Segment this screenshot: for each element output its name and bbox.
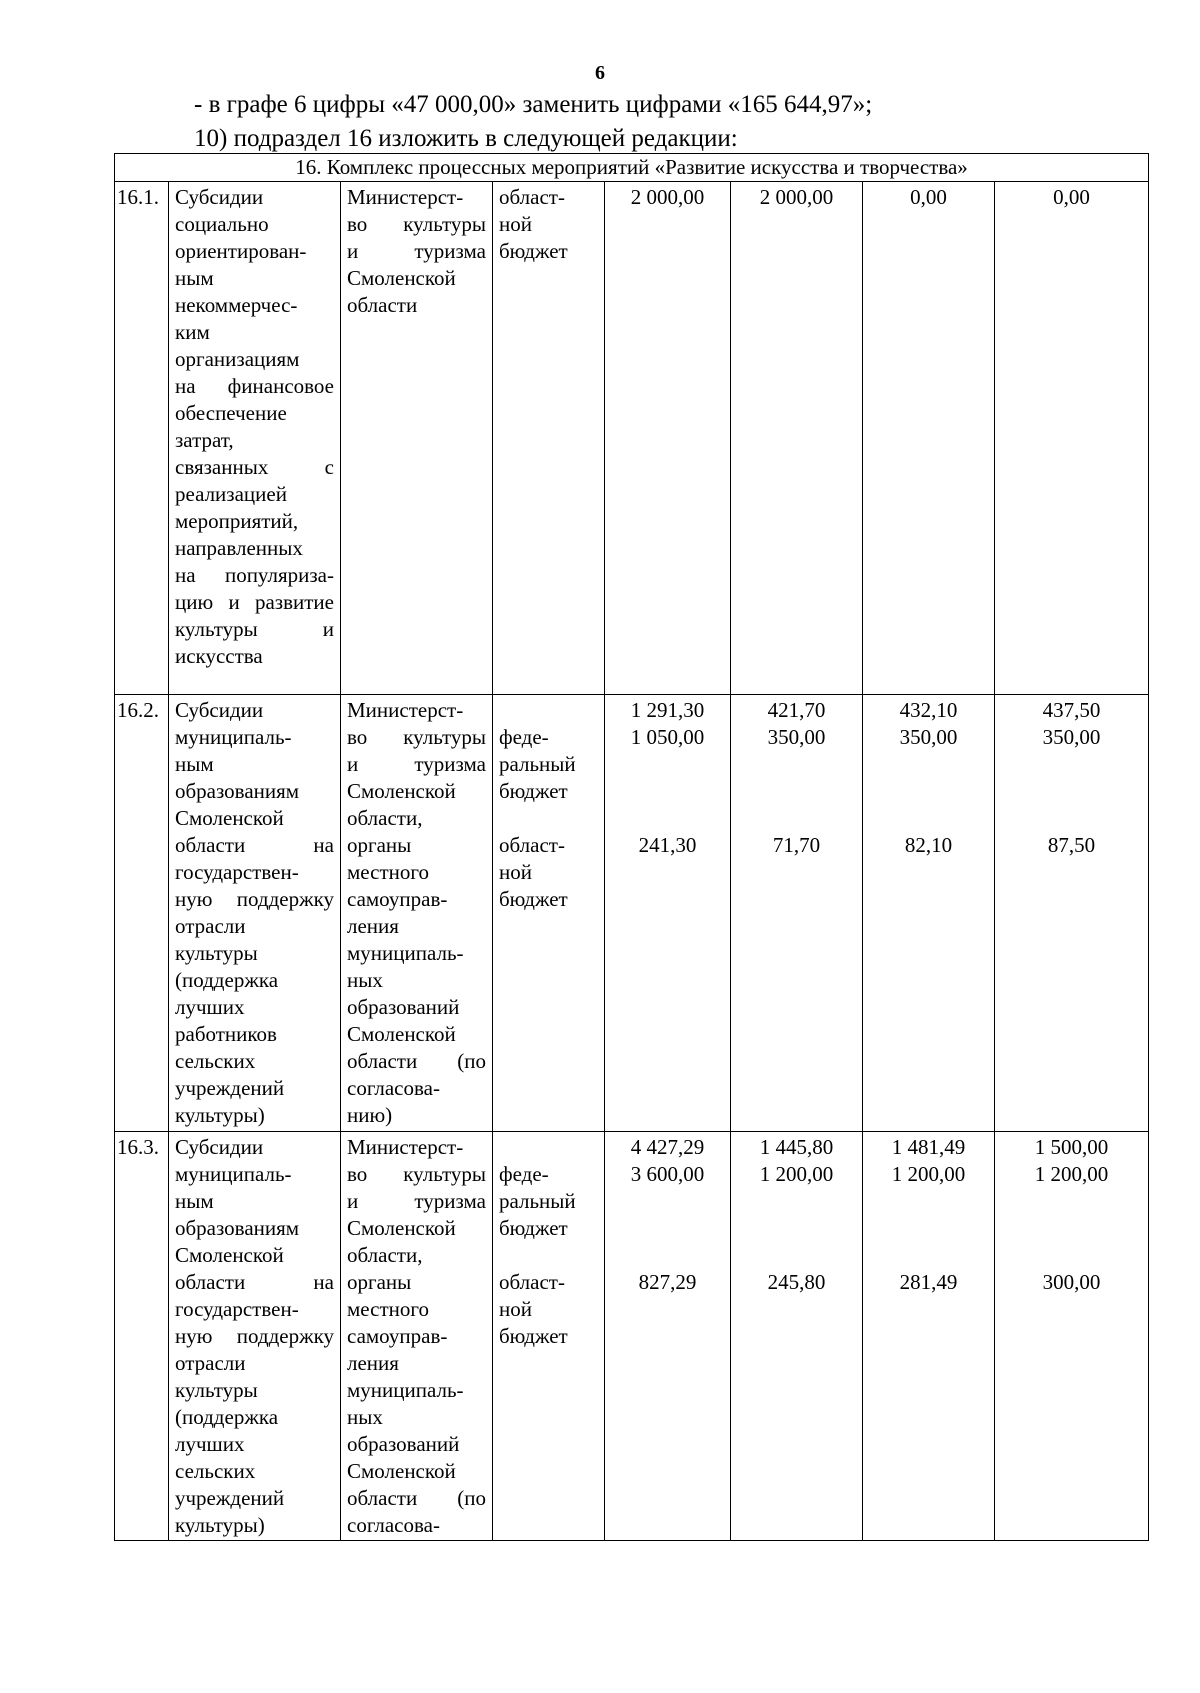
value-total-cell (605, 695, 731, 1132)
cell-line: во культуры (347, 212, 486, 236)
cell-line: области на (175, 1270, 334, 1294)
cell-line: и туризма (347, 1189, 486, 1213)
cell-line (733, 1215, 860, 1242)
cell-line: муниципаль- (347, 941, 464, 965)
cell-line: ким (175, 320, 210, 344)
cell-line: феде- (499, 725, 549, 749)
cell-line: работников (175, 1022, 277, 1046)
cell-line (499, 1134, 598, 1161)
cell-line (733, 1242, 860, 1269)
cell-line: согласова- (347, 1513, 440, 1537)
cell-line (499, 805, 598, 832)
cell-line: учреждений (175, 1486, 285, 1510)
cell-line: отрасли (175, 914, 246, 938)
cell-line: учреждений (175, 1076, 285, 1100)
value-year2-cell (863, 1132, 995, 1541)
cell-line: муниципаль- (175, 1162, 292, 1186)
cell-line: искусства (175, 644, 263, 668)
cell-line: муниципаль- (347, 1378, 464, 1402)
cell-line: ных (347, 968, 383, 992)
cell-line: самоуправ- (347, 1324, 448, 1348)
cell-line: 2 000,00 (630, 185, 705, 209)
cell-line (997, 1215, 1146, 1242)
cell-line (607, 805, 728, 832)
cell-line: 4 427,29 (630, 1135, 705, 1159)
value-year3-cell (995, 695, 1149, 1132)
cell-line: област- (499, 1270, 565, 1294)
row-number: 16.1. (115, 182, 169, 695)
cell-line: 71,70 (772, 833, 821, 857)
cell-line: во культуры (347, 725, 486, 749)
cell-line: сельских (175, 1049, 256, 1073)
cell-line: области, (347, 1243, 423, 1267)
cell-line: лучших (175, 995, 245, 1019)
cell-line: Смоленской (347, 779, 456, 803)
cell-line (607, 1242, 728, 1269)
cell-line: 421,70 (767, 698, 826, 722)
cell-line: местного (347, 1297, 429, 1321)
cell-line: культуры (175, 941, 258, 965)
cell-line: Смоленской (347, 1459, 456, 1483)
cell-line: 87,50 (1047, 833, 1096, 857)
cell-line: области на (175, 833, 334, 857)
cell-line: Министерст- (347, 185, 464, 209)
cell-line: ной (499, 1297, 532, 1321)
cell-line (865, 1215, 992, 1242)
cell-line: 0,00 (910, 185, 947, 209)
cell-line (997, 1242, 1146, 1269)
cell-line: Смоленской (347, 1216, 456, 1240)
cell-line (733, 1188, 860, 1215)
cell-line: направленных (175, 536, 303, 560)
cell-line: культуры (175, 1378, 258, 1402)
cell-line: 350,00 (899, 725, 958, 749)
cell-line (607, 1215, 728, 1242)
cell-line (997, 1188, 1146, 1215)
cell-line: 432,10 (899, 698, 958, 722)
cell-line: цию и развитие (175, 590, 334, 614)
cell-line: некоммерчес- (175, 293, 298, 317)
cell-line: бюджет (499, 779, 568, 803)
cell-line: культуры) (175, 1513, 265, 1537)
cell-line: (поддержка (175, 1405, 279, 1429)
value-total-cell (605, 182, 731, 695)
cell-line: во культуры (347, 1162, 486, 1186)
cell-line: мероприятий, (175, 509, 299, 533)
executor-cell (341, 1132, 493, 1541)
cell-line: органы (347, 1270, 412, 1294)
cell-line: 1 500,00 (1034, 1135, 1109, 1159)
cell-line: 3 600,00 (630, 1162, 705, 1186)
cell-line: культуры и (175, 617, 334, 641)
cell-line (865, 805, 992, 832)
cell-line: 2 000,00 (759, 185, 834, 209)
cell-line (997, 805, 1146, 832)
cell-line: местного (347, 860, 429, 884)
cell-line: ления (347, 914, 399, 938)
value-year1-cell (731, 695, 863, 1132)
cell-line: самоуправ- (347, 887, 448, 911)
funding-source-cell (493, 1132, 605, 1541)
cell-line: на финансовое (175, 374, 334, 398)
cell-line: Министерст- (347, 698, 464, 722)
cell-line: Субсидии (175, 1135, 264, 1159)
cell-line: области, (347, 806, 423, 830)
cell-line: бюджет (499, 1216, 568, 1240)
cell-line: затрат, (175, 428, 234, 452)
value-total-cell (605, 1132, 731, 1541)
cell-line: 1 200,00 (759, 1162, 834, 1186)
cell-line: 0,00 (1053, 185, 1090, 209)
cell-line (499, 1242, 598, 1269)
cell-line: согласова- (347, 1076, 440, 1100)
cell-line: и туризма (347, 239, 486, 263)
cell-line: област- (499, 833, 565, 857)
cell-line: ления (347, 1351, 399, 1375)
cell-line: ную поддержку (175, 887, 334, 911)
event-name-cell (169, 695, 341, 1132)
cell-line: Смоленской (175, 1243, 284, 1267)
cell-line: ральный (499, 752, 576, 776)
cell-line: организациям (175, 347, 300, 371)
cell-line: Субсидии (175, 698, 264, 722)
table-row (115, 182, 1149, 695)
cell-line: связанных с (175, 455, 334, 479)
funding-source-cell (493, 695, 605, 1132)
cell-line (733, 778, 860, 805)
value-year1-cell (731, 1132, 863, 1541)
intro-line-1: - в графе 6 цифры «47 000,00» заменить цифрами «165 644,97»; (194, 91, 873, 118)
cell-line: области (347, 293, 418, 317)
cell-line: 300,00 (1042, 1270, 1101, 1294)
cell-line (607, 751, 728, 778)
cell-line: бюджет (499, 1324, 568, 1348)
intro-line-2: 10) подраздел 16 изложить в следующей редакции: (194, 125, 738, 152)
cell-line: на популяриза- (175, 563, 334, 587)
event-name-cell (169, 182, 341, 695)
cell-line: ным (175, 1189, 214, 1213)
row-number: 16.2. (115, 695, 169, 1132)
cell-line (607, 1188, 728, 1215)
cell-line: образований (347, 995, 460, 1019)
cell-line: 1 291,30 (630, 698, 705, 722)
executor-cell (341, 695, 493, 1132)
cell-line (499, 697, 598, 724)
cell-line: области (по (347, 1049, 486, 1073)
funding-source-cell (493, 182, 605, 695)
cell-line: бюджет (499, 239, 568, 263)
cell-line: ных (347, 1405, 383, 1429)
value-year3-cell (995, 182, 1149, 695)
cell-line: 1 050,00 (630, 725, 705, 749)
section-title: 16. Комплекс процессных мероприятий «Развитие искусства и творчества» (115, 154, 1149, 182)
cell-line: 82,10 (904, 833, 953, 857)
cell-line: Смоленской (347, 1022, 456, 1046)
cell-line: лучших (175, 1432, 245, 1456)
cell-line: 350,00 (767, 725, 826, 749)
value-year1-cell (731, 182, 863, 695)
cell-line: Субсидии (175, 185, 264, 209)
cell-line: феде- (499, 1162, 549, 1186)
cell-line: муниципаль- (175, 725, 292, 749)
cell-line: сельских (175, 1459, 256, 1483)
cell-line: Смоленской (347, 266, 456, 290)
cell-line: образований (347, 1432, 460, 1456)
cell-line: 1 445,80 (759, 1135, 834, 1159)
cell-line (865, 751, 992, 778)
table-row (115, 1132, 1149, 1541)
row-number: 16.3. (115, 1132, 169, 1541)
cell-line: и туризма (347, 752, 486, 776)
cell-line: ным (175, 266, 214, 290)
cell-line: образованиям (175, 1216, 300, 1240)
cell-line: ральный (499, 1189, 576, 1213)
cell-line: социально (175, 212, 269, 236)
value-year2-cell (863, 182, 995, 695)
cell-line: отрасли (175, 1351, 246, 1375)
cell-line: 245,80 (767, 1270, 826, 1294)
cell-line: образованиям (175, 779, 300, 803)
cell-line: 241,30 (638, 833, 697, 857)
cell-line (865, 1188, 992, 1215)
cell-line: бюджет (499, 887, 568, 911)
cell-line: государствен- (175, 1297, 299, 1321)
table-row (115, 695, 1149, 1132)
cell-line: области (по (347, 1486, 486, 1510)
cell-line: 1 481,49 (891, 1135, 966, 1159)
cell-line: област- (499, 185, 565, 209)
cell-line: (поддержка (175, 968, 279, 992)
executor-cell (341, 182, 493, 695)
cell-line: государствен- (175, 860, 299, 884)
value-year3-cell (995, 1132, 1149, 1541)
cell-line (997, 751, 1146, 778)
cell-line (865, 1242, 992, 1269)
cell-line: ной (499, 860, 532, 884)
cell-line: 827,29 (638, 1270, 697, 1294)
cell-line (865, 778, 992, 805)
cell-line (997, 778, 1146, 805)
cell-line: культуры) (175, 1103, 265, 1127)
cell-line: реализацией (175, 482, 287, 506)
value-year2-cell (863, 695, 995, 1132)
cell-line: обеспечение (175, 401, 287, 425)
cell-line: Смоленской (175, 806, 284, 830)
cell-line: ным (175, 752, 214, 776)
page-number: 6 (595, 62, 605, 84)
cell-line (733, 805, 860, 832)
cell-line: 1 200,00 (1034, 1162, 1109, 1186)
cell-line: нию) (347, 1103, 393, 1127)
cell-line: Министерст- (347, 1135, 464, 1159)
cell-line: 437,50 (1042, 698, 1101, 722)
cell-line: ную поддержку (175, 1324, 334, 1348)
cell-line: 281,49 (899, 1270, 958, 1294)
cell-line (733, 751, 860, 778)
cell-line: органы (347, 833, 412, 857)
cell-line (607, 778, 728, 805)
cell-line: 350,00 (1042, 725, 1101, 749)
cell-line: 1 200,00 (891, 1162, 966, 1186)
budget-table (114, 153, 1149, 1541)
cell-line: ориентирован- (175, 239, 307, 263)
cell-line: ной (499, 212, 532, 236)
event-name-cell (169, 1132, 341, 1541)
